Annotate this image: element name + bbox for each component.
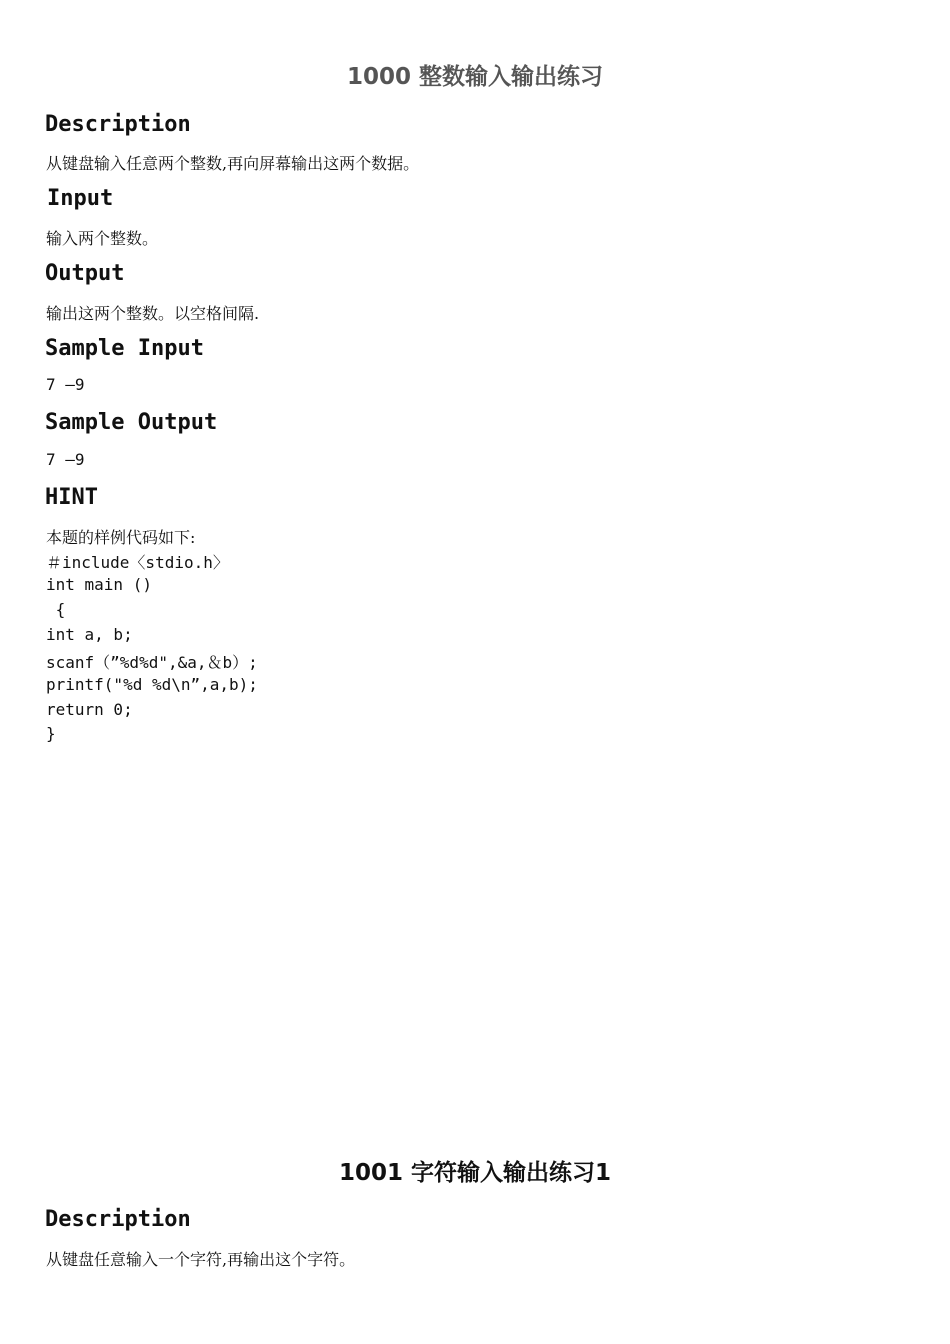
code-line: int a, b; [46,625,133,644]
output-heading: Output [45,261,125,286]
description-text: 从键盘输入任意两个整数,再向屏幕输出这两个数据。 [46,154,420,173]
code-line: } [46,724,56,743]
code-line: { [46,600,66,619]
description-heading: Description [45,1207,191,1232]
sample-input-value: 7 —9 [46,375,85,394]
problem-1000-title: 1000 整数输入输出练习 [346,64,604,90]
sample-output-value: 7 —9 [46,450,85,469]
problem-1001-title: 1001 字符输入输出练习1 [338,1160,612,1186]
sample-output-heading: Sample Output [45,410,218,435]
code-line: int main () [46,575,152,594]
code-line: return 0; [46,700,133,719]
description-heading: Description [45,112,191,137]
input-heading: Input [47,186,114,211]
code-line: printf("%d %d\n”,a,b); [46,675,258,694]
output-text: 输出这两个整数。以空格间隔. [46,304,260,323]
code-line: scanf（”%d%d",&a,＆b）; [46,653,258,672]
sample-input-heading: Sample Input [45,336,204,361]
hint-intro: 本题的样例代码如下: [46,528,196,547]
input-text: 输入两个整数。 [46,229,159,248]
code-line: ＃include〈stdio.h〉 [46,553,229,572]
hint-heading: HINT [45,485,98,510]
description-text: 从键盘任意输入一个字符,再输出这个字符。 [46,1250,356,1269]
